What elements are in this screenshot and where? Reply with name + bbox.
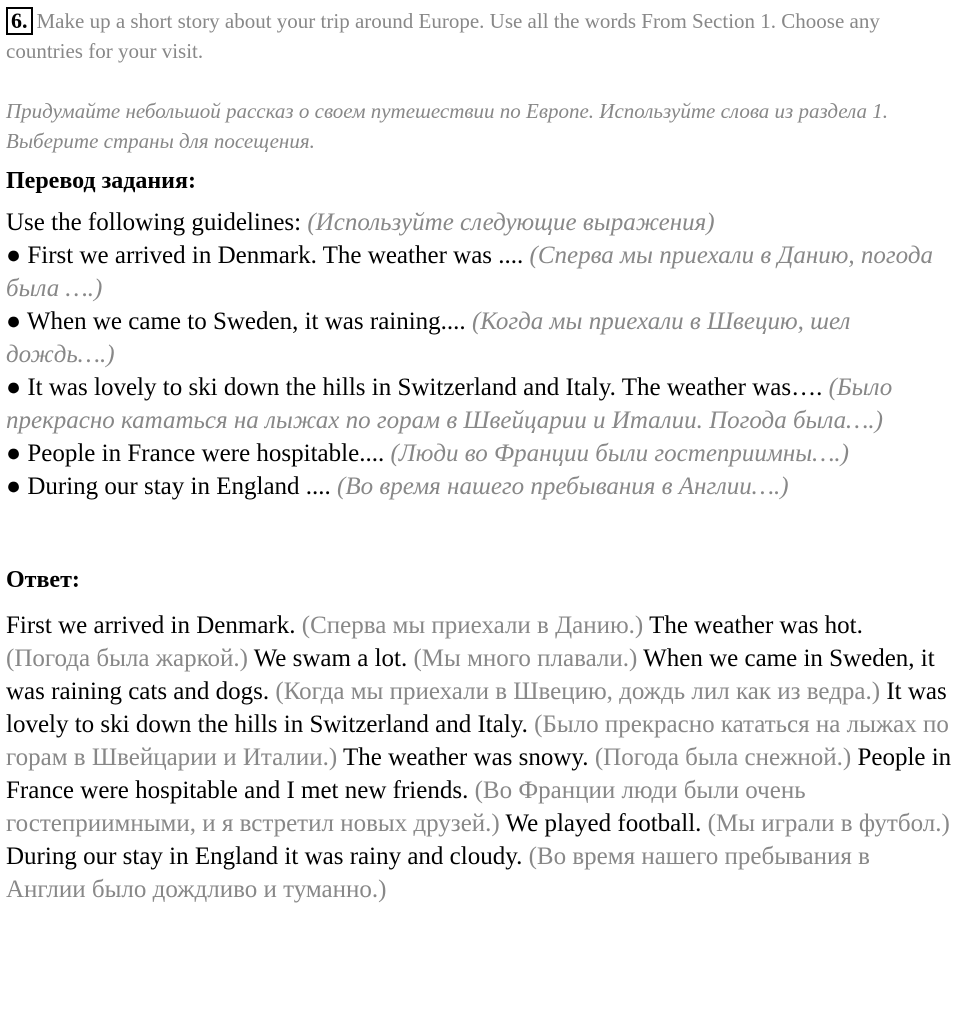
guideline-en: It was lovely to ski down the hills in Switzerland and Italy. The weather was…. (27, 374, 829, 401)
guidelines-intro (6, 206, 952, 239)
answer-en: When we came in Sweden, it was raining cats and dogs. (6, 645, 935, 705)
answer-ru: (Во время нашего пребывания в Англии было дождливо и туманно.) (6, 843, 870, 903)
guideline-en: During our stay in England .... (27, 473, 338, 500)
guidelines-block (6, 206, 952, 503)
answer-ru: (Погода была снежной.) (594, 744, 858, 771)
answer-ru: (Мы играли в футбол.) (707, 810, 950, 837)
guideline-ru: (Когда мы приехали в Швецию, шел дождь….) (6, 308, 851, 368)
guidelines-intro-ru: (Используйте следующие выражения) (307, 209, 715, 236)
answer-ru: (Погода была жаркой.) (6, 645, 254, 672)
translation-heading: Перевод задания: (6, 168, 196, 194)
bullet-icon: ● (6, 242, 22, 269)
answer-heading: Ответ: (6, 567, 80, 593)
answer-ru: (Сперва мы приехали в Данию.) (301, 612, 650, 639)
guideline-en: First we arrived in Denmark. The weather was .... (27, 242, 530, 269)
answer-en: We swam a lot. (253, 645, 414, 672)
guideline-item (6, 437, 952, 470)
guideline-item (6, 470, 952, 503)
answer-text (6, 609, 952, 906)
answer-en: The weather was snowy. (343, 744, 595, 771)
bullet-icon: ● (6, 374, 22, 401)
answer-en: First we arrived in Denmark. (6, 612, 302, 639)
guideline-en: People in France were hospitable.... (27, 440, 391, 467)
bullet-icon: ● (6, 440, 22, 467)
bullet-icon: ● (6, 473, 22, 500)
answer-ru: (Было прекрасно кататься на лыжах по горам в Швейцарии и Италии.) (6, 711, 949, 771)
answer-en: People in France were hospitable and I met new friends. (6, 744, 952, 804)
answer-en: We played football. (505, 810, 708, 837)
guidelines-intro-en: Use the following guidelines: (6, 209, 308, 236)
guideline-ru: (Во время нашего пребывания в Англии….) (337, 473, 789, 500)
guideline-ru: (Было прекрасно кататься на лыжах по горам в Швейцарии и Италии. Погода была….) (6, 374, 893, 434)
answer-ru: (Мы много плавали.) (413, 645, 644, 672)
answer-ru: (Когда мы приехали в Швецию, дождь лил как из ведра.) (275, 678, 887, 705)
task-text-ru: Придумайте небольшой рассказ о своем путешествии по Европе. Используйте слова из раздела 1. Выберите страны для посещения. (6, 99, 888, 153)
answer-ru: (Во Франции люди были очень гостеприимными, и я встретил новых друзей.) (6, 777, 806, 837)
guideline-ru: (Люди во Франции были гостеприимны….) (390, 440, 850, 467)
task-text-en: Make up a short story about your trip around Europe. Use all the words From Section 1. Choose any countries for your visit. (6, 9, 880, 63)
guideline-ru: (Сперва мы приехали в Данию, погода была ….) (6, 242, 933, 302)
answer-en: The weather was hot. (649, 612, 863, 639)
bullet-icon: ● (6, 308, 22, 335)
task-statement (6, 6, 952, 66)
answer-en: During our stay in England it was rainy and cloudy. (6, 843, 529, 870)
guideline-item (6, 239, 952, 305)
answer-en: It was lovely to ski down the hills in Switzerland and Italy. (6, 678, 947, 738)
guideline-en: When we came to Sweden, it was raining.... (26, 308, 472, 335)
task-number: 6. (6, 7, 33, 35)
guideline-item (6, 371, 952, 437)
guideline-item (6, 305, 952, 371)
